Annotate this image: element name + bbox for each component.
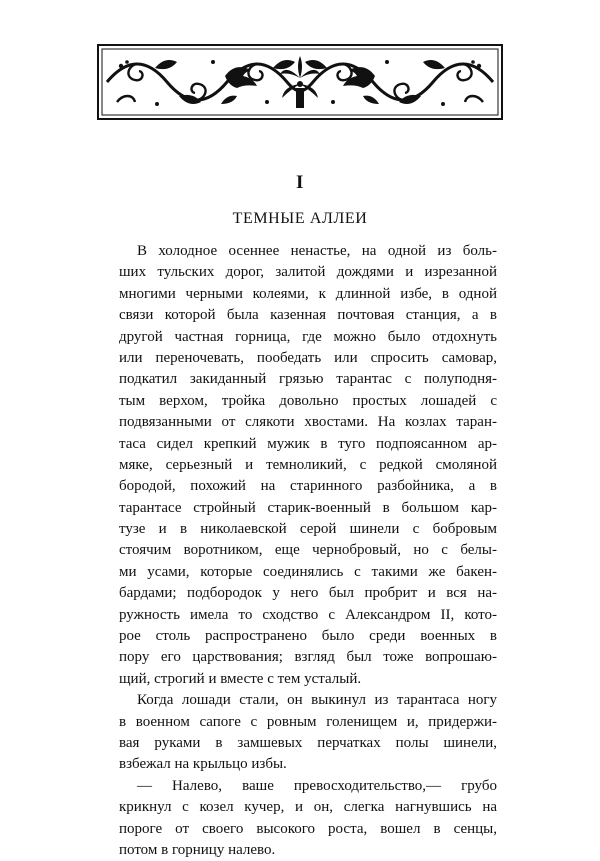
text-line: потом в горницу налево.: [119, 841, 276, 858]
text-line: бородой, похожий на старинного разбойника, а в: [119, 478, 497, 495]
text-line: многими черными колеями, к длинной избе, в одной: [119, 285, 497, 302]
text-line: ми усами, которые соединялись с такими же бакен-: [119, 563, 497, 580]
text-line: стоячим воротником, еще чернобровый, но с белы-: [119, 542, 497, 559]
text-line: Когда лошади стали, он выкинул из тарантаса ногу: [137, 692, 497, 709]
section-title: ТЕМНЫЕ АЛЛЕИ: [232, 210, 368, 227]
decorative-header-ornament: [97, 44, 503, 120]
text-line: щий, строгий и вместе с тем усталый.: [119, 670, 362, 687]
floral-scroll-ornament-icon: [97, 44, 503, 120]
text-line: в военном сапоге с ровным голенищем и, придержи-: [119, 713, 497, 730]
text-line: тузе и в николаевской серой шинели с бобровым: [119, 521, 497, 538]
text-line: пороге от своего высокого роста, вошел в сенцы,: [119, 820, 497, 837]
text-line: ших тульских дорог, залитой дождями и изрезанной: [119, 264, 497, 281]
text-line: рое столь распространено было среди военных в: [119, 628, 497, 645]
text-line: тарантасе стройный старик-военный в большом кар-: [119, 499, 497, 516]
text-line: ружность имела то сходство с Александром II, кото-: [119, 606, 497, 623]
text-line: пору его царствования; взгляд был тоже вопрошаю-: [119, 649, 497, 666]
text-line: связи которой была казенная почтовая станция, а в: [119, 307, 497, 324]
text-line: — Налево, ваше превосходительство,— грубо: [137, 777, 497, 794]
text-line: В холодное осеннее ненастье, на одной из боль-: [137, 243, 497, 259]
text-line: другой частная горница, где можно было отдохнуть: [119, 328, 497, 345]
text-line: тым верхом, тройка довольно простых лошадей с: [119, 392, 497, 409]
text-line: взбежал на крыльцо избы.: [119, 756, 287, 773]
text-line: крикнул с козел кучер, и он, слегка нагнувшись на: [119, 799, 497, 816]
text-line: таса сидел крепкий мужик в туго подпоясанном ар-: [119, 435, 497, 452]
text-line: вая руками в замшевых перчатках полы шинели,: [119, 734, 497, 751]
text-line: или переночевать, пообедать или спросить самовар,: [119, 349, 497, 366]
section-number: I: [296, 172, 304, 193]
story-text: [119, 241, 497, 861]
text-line: подкатил закиданный грязью тарантас с полуподня-: [119, 371, 497, 388]
text-line: мяке, серьезный и темноликий, с редкой смоляной: [119, 456, 497, 473]
text-line: бардами; подбородок у него был пробрит и вся на-: [119, 585, 497, 602]
text-line: подвязанными от слякоти хвостами. На козлах таран-: [119, 414, 497, 431]
